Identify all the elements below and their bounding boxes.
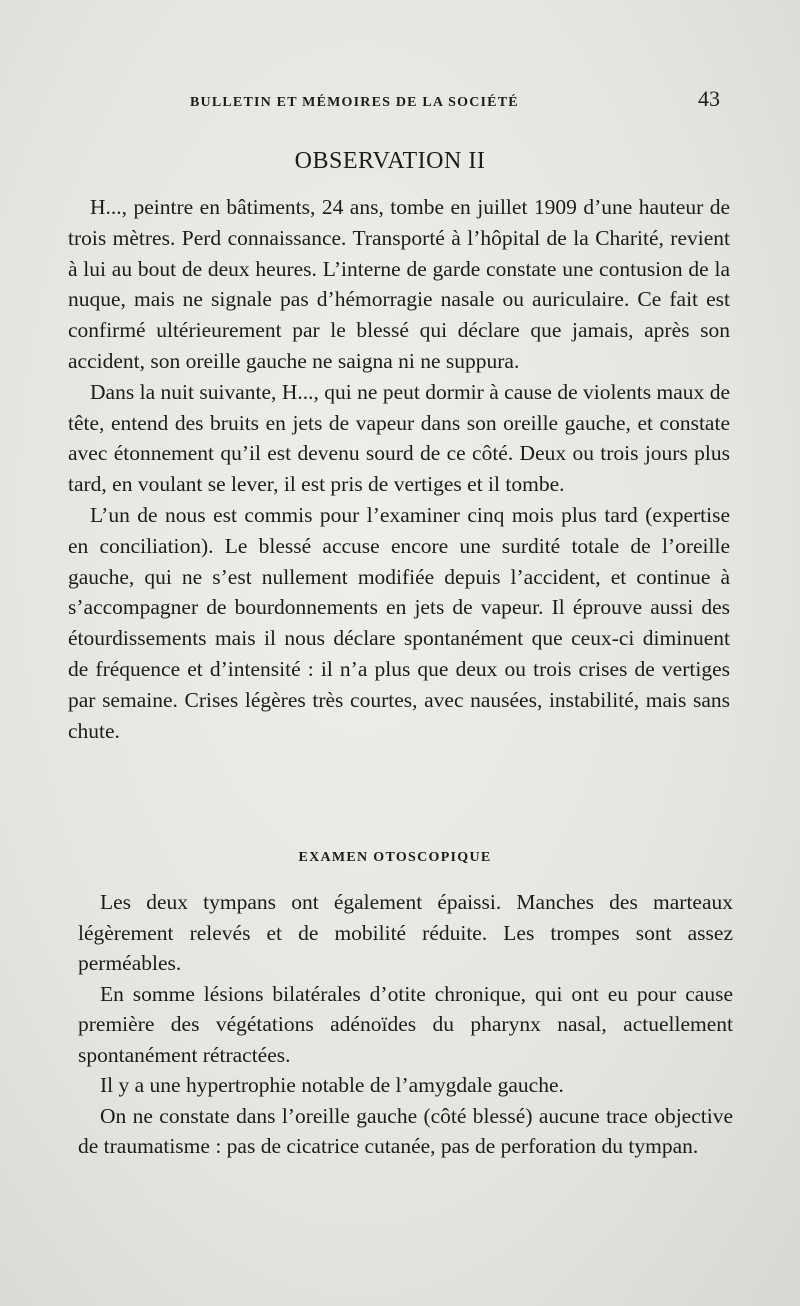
running-title: BULLETIN ET MÉMOIRES DE LA SOCIÉTÉ bbox=[190, 95, 519, 110]
observation-title: OBSERVATION II bbox=[294, 148, 486, 174]
paragraph: Il y a une hypertrophie notable de l’amygdale gauche. bbox=[100, 1073, 564, 1097]
paragraph: H..., peintre en bâtiments, 24 ans, tombe en juillet 1909 d’une hauteur de trois mètres. Perd connaissance. Transporté à l’hôpital de la Charité, revient à lui au bout de deux heures. L’interne de garde constate une contusion de la nuque, mais ne signale pas d’hémorragie nasale ou auriculaire. Ce fait est confirmé ultérieurement par le blessé qui déclare que jamais, après son accident, son oreille gauche ne saigna ni ne suppura. bbox=[68, 195, 730, 373]
observation-body bbox=[68, 192, 730, 746]
paragraph: L’un de nous est commis pour l’examiner cinq mois plus tard (expertise en conciliation). Le blessé accuse encore une surdité totale de l’oreille gauche, qui ne s’est nullement modifiée depuis l’accident, et continue à s’accompagner de bourdonnements en jets de vapeur. Il éprouve aussi des étourdissements mais il nous déclare spontanément que ceux-ci diminuent de fréquence et d’intensité : il n’a plus que deux ou trois crises de vertiges par semaine. Crises légères très courtes, avec nausées, instabilité, mais sans chute. bbox=[68, 502, 730, 743]
paragraph: En somme lésions bilatérales d’otite chronique, qui ont eu pour cause première des végétations adénoïdes du pharynx nasal, actuellement spontanément rétractées. bbox=[78, 981, 733, 1067]
paragraph: Les deux tympans ont également épaissi. Manches des marteaux légèrement relevés et de mobilité réduite. Les trompes sont assez perméables. bbox=[78, 890, 733, 975]
section-heading: EXAMEN OTOSCOPIQUE bbox=[298, 850, 492, 865]
page-number: 43 bbox=[698, 86, 720, 111]
examen-body bbox=[78, 887, 733, 1162]
paragraph: On ne constate dans l’oreille gauche (côté blessé) aucune trace objective de traumatisme : pas de cicatrice cutanée, pas de perforation du tympan. bbox=[78, 1103, 733, 1158]
paragraph: Dans la nuit suivante, H..., qui ne peut dormir à cause de violents maux de tête, entend des bruits en jets de vapeur dans son oreille gauche, et constate avec étonnement qu’il est devenu sourd de ce côté. Deux ou trois jours plus tard, en voulant se lever, il est pris de vertiges et il tombe. bbox=[68, 379, 730, 497]
running-header bbox=[190, 86, 720, 110]
